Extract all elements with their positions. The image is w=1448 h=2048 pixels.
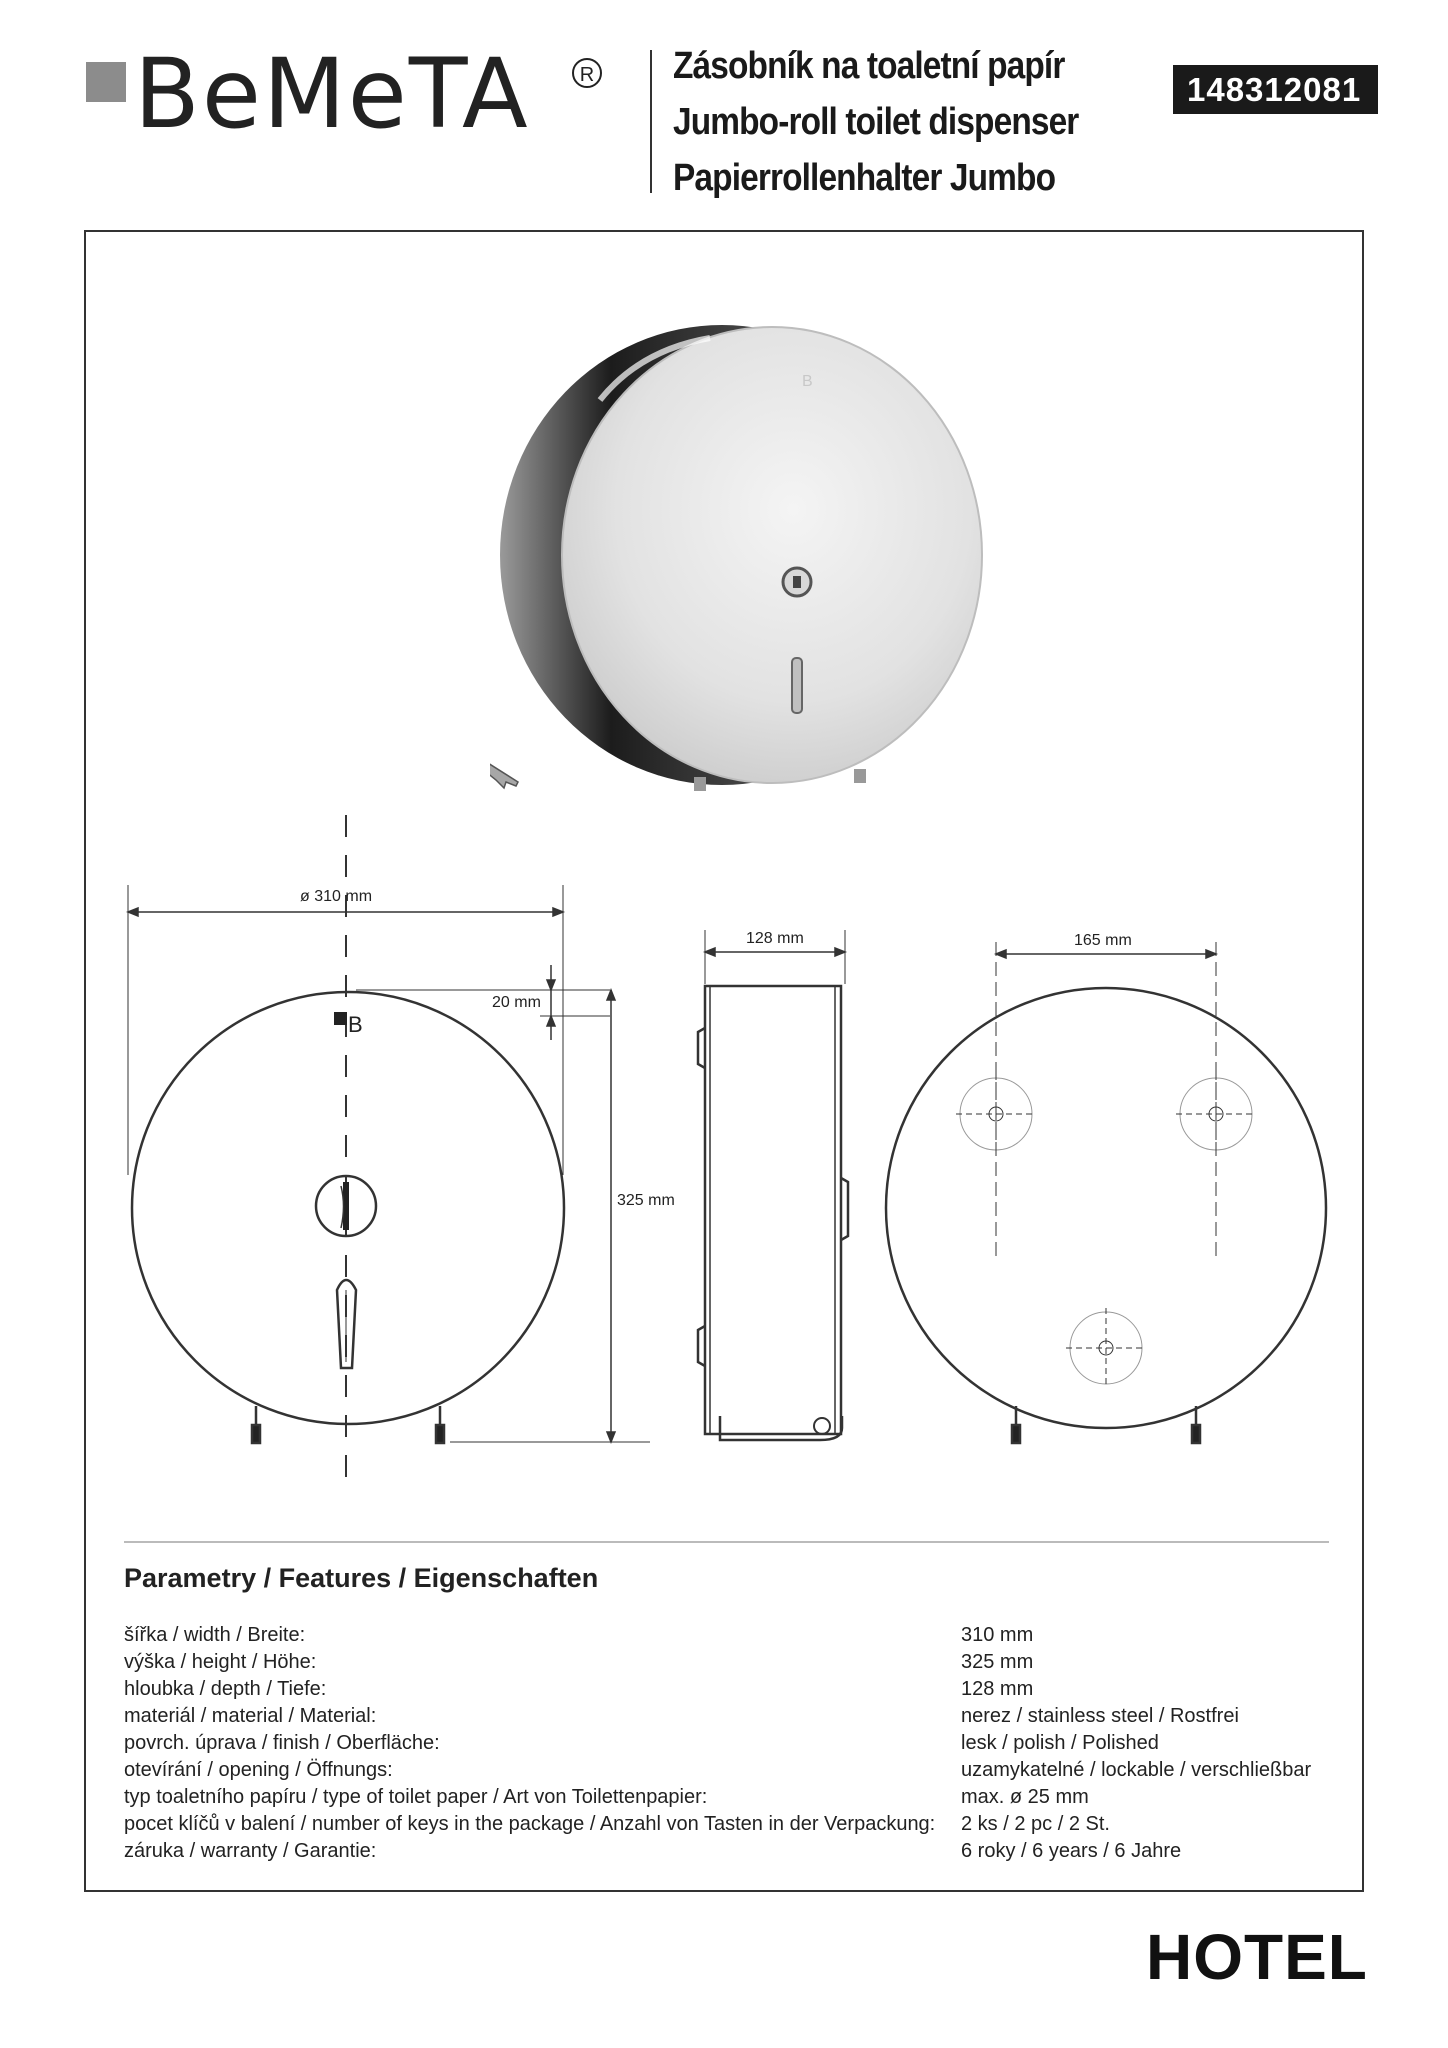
spec-label: povrch. úprava / finish / Oberfläche: (124, 1732, 440, 1754)
dim-height-lines (450, 990, 650, 1442)
mounting-holes (956, 1074, 1256, 1388)
spec-value: 128 mm (961, 1678, 1034, 1700)
features-heading: Parametry / Features / Eigenschaften (124, 1563, 599, 1593)
spec-label: pocet klíčů v balení / number of keys in the package / Anzahl von Tasten in der Verpackung: (124, 1813, 936, 1835)
spec-label: otevírání / opening / Öffnungs: (124, 1759, 393, 1781)
spec-label: šířka / width / Breite: (124, 1624, 306, 1646)
dim-height-label: 325 mm (617, 1192, 675, 1209)
dim-depth-label: 128 mm (746, 930, 804, 947)
spec-value: max. ø 25 mm (961, 1786, 1089, 1808)
category-label: HOTEL (1146, 1921, 1368, 1993)
dim-width-label: ø 310 mm (300, 888, 373, 905)
spec-row (124, 1651, 1324, 1678)
spec-value: 6 roky / 6 years / 6 Jahre (961, 1840, 1182, 1862)
registered-mark: R (572, 58, 602, 88)
spec-row (124, 1705, 1324, 1732)
spec-value: nerez / stainless steel / Rostfrei (961, 1705, 1239, 1727)
spec-label: typ toaletního papíru / type of toilet paper / Art von Toilettenpapier: (124, 1786, 708, 1808)
spec-label: výška / height / Höhe: (124, 1651, 317, 1673)
spec-row (124, 1786, 1324, 1813)
title-english: Jumbo-roll toilet dispenser (673, 101, 1079, 143)
dim-holes-lines (996, 942, 1216, 1260)
brand-logo: BeMeTA (134, 38, 530, 150)
front-badge: B (348, 1012, 363, 1037)
spec-row (124, 1732, 1324, 1759)
features-divider (124, 1541, 1329, 1543)
spec-row (124, 1678, 1324, 1705)
title-czech: Zásobník na toaletní papír (673, 45, 1065, 87)
spec-label: záruka / warranty / Garantie: (124, 1840, 377, 1862)
dim-top-lines (356, 965, 610, 1040)
spec-row (124, 1624, 1324, 1651)
spec-row (124, 1759, 1324, 1786)
back-feet (1012, 1406, 1200, 1443)
spec-value: 310 mm (961, 1624, 1034, 1646)
spec-row (124, 1813, 1324, 1840)
dim-holes-label: 165 mm (1074, 932, 1132, 949)
svg-text:B: B (802, 373, 813, 390)
dim-top-label: 20 mm (492, 994, 541, 1011)
spec-row (124, 1840, 1324, 1867)
spec-value: 325 mm (961, 1651, 1034, 1673)
side-view (698, 986, 848, 1440)
spec-value: 2 ks / 2 pc / 2 St. (961, 1813, 1110, 1835)
spec-label: materiál / material / Material: (124, 1705, 377, 1727)
product-code: 148312081 (1173, 65, 1378, 114)
front-lock (316, 1176, 376, 1236)
spec-value: lesk / polish / Polished (961, 1732, 1159, 1754)
title-german: Papierrollenhalter Jumbo (673, 157, 1056, 199)
spec-label: hloubka / depth / Tiefe: (124, 1678, 327, 1700)
spec-value: uzamykatelné / lockable / verschließbar (961, 1759, 1312, 1781)
